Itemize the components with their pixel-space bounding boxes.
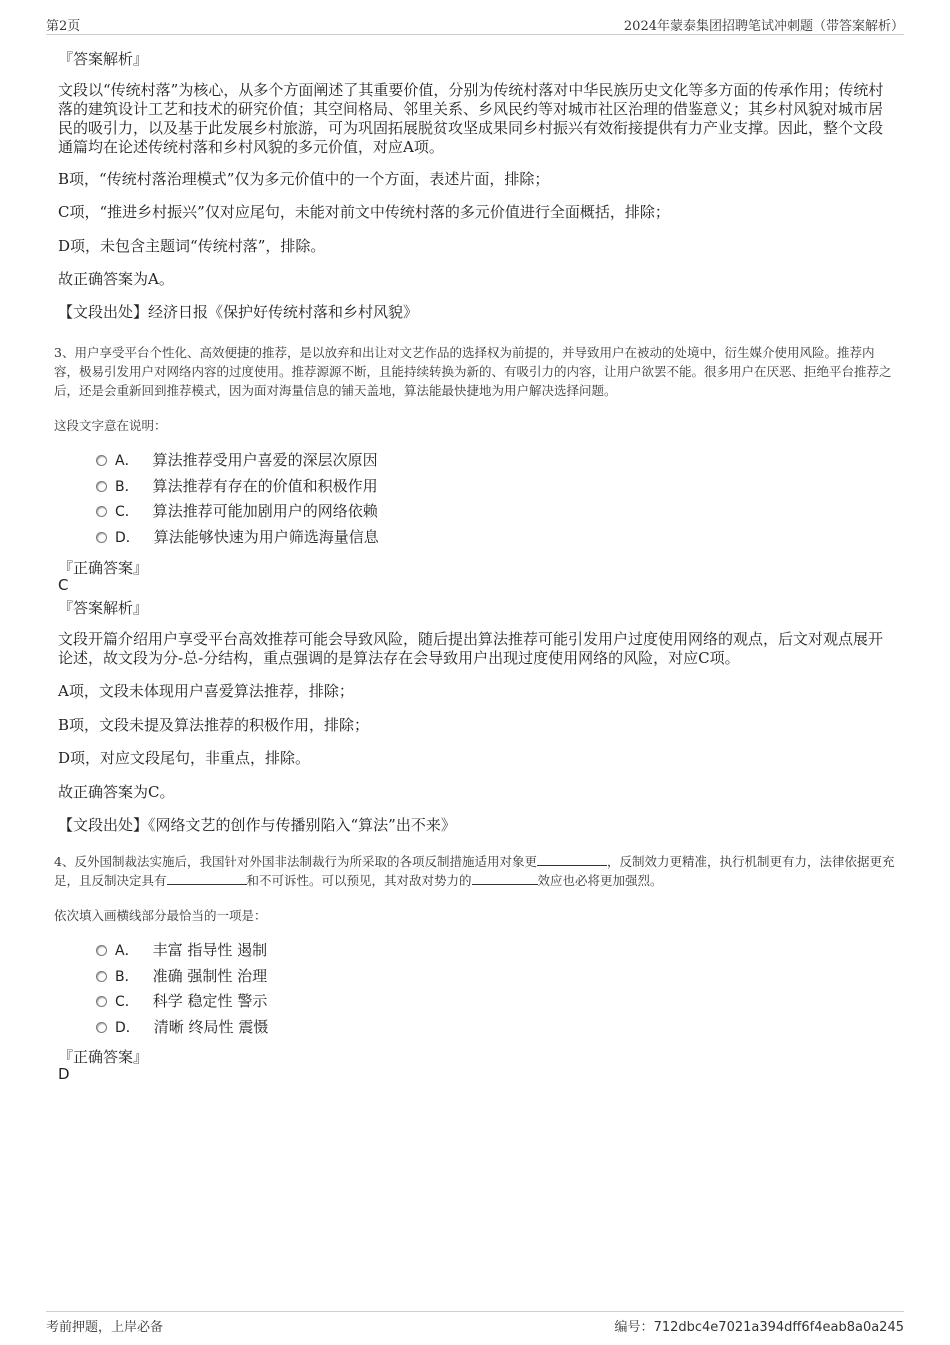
option-d[interactable]: D． 算法能够快速为用户筛选海量信息 [96,526,379,548]
option-c[interactable]: C． 科学 稳定性 警示 [96,990,267,1012]
radio-icon[interactable] [96,1022,107,1033]
answer-label: 『正确答案』 [58,1048,149,1066]
analysis-paragraph: D项，对应文段尾句，非重点，排除。 [58,749,311,767]
radio-icon[interactable] [96,971,107,982]
answer-label: 『正确答案』 [58,559,149,577]
radio-icon[interactable] [96,532,107,543]
option-b[interactable]: B． 准确 强制性 治理 [96,965,267,987]
analysis-label: 『答案解析』 [58,599,149,617]
fill-blank [537,853,607,866]
analysis-paragraph: 文段以“传统村落”为核心，从多个方面阐述了其重要价值，分别为传统村落对中华民族历史文化等多方面的传承作用；传统村落的建筑设计工艺和技术的研究价值；其空间格局、邻里关系、乡风民约等对城市社区治理的借鉴意义；其乡村风貌对城市居民的吸引力，以及基于此发展乡村旅游，可为巩固拓展脱贫攻坚成果同乡村振兴有效衔接提供有力产业支撑。因此，整个文段通篇均在论述传统村落和乡村风貌的多元价值，对应A项。 [58,81,884,156]
document-title: 2024年蒙泰集团招聘笔试冲刺题（带答案解析） [623,19,904,34]
radio-icon[interactable] [96,945,107,956]
analysis-paragraph: B项，“传统村落治理模式”仅为多元价值中的一个方面，表述片面，排除； [58,170,550,188]
radio-icon[interactable] [96,996,107,1007]
analysis-conclusion: 故正确答案为A。 [58,270,174,288]
analysis-paragraph: D项，未包含主题词“传统村落”，排除。 [58,237,326,255]
analysis-label: 『答案解析』 [58,50,149,68]
correct-answer: C [58,576,69,594]
analysis-paragraph: B项，文段未提及算法推荐的积极作用，排除； [58,716,370,734]
fill-blank [472,872,538,885]
radio-icon[interactable] [96,506,107,517]
option-a[interactable]: A． 丰富 指导性 遏制 [96,939,267,961]
radio-icon[interactable] [96,455,107,466]
page-footer [46,1311,904,1335]
footer-slogan: 考前押题，上岸必备 [46,1320,164,1335]
analysis-paragraph: 文段开篇介绍用户享受平台高效推荐可能会导致风险，随后提出算法推荐可能引发用户过度使用网络的观点，后文对观点展开论述，故文段为分-总-分结构，重点强调的是算法存在会导致用户出现过度使用网络的风险，对应C项。 [58,630,884,667]
analysis-paragraph: A项，文段未体现用户喜爱算法推荐，排除； [58,682,354,700]
question-stem: 4、反外国制裁法实施后，我国针对外国非法制裁行为所采取的各项反制措施适用对象更 ，反制效力更精准，执行机制更有力，法律依据更充足，且反制决定具有 和不可诉性。可以预见，其对敌对势力的 效应也必将更加强烈。 [54,854,895,888]
fill-blank [167,872,247,885]
question-prompt: 依次填入画横线部分最恰当的一项是： [54,908,267,923]
correct-answer: D [58,1065,70,1083]
source-citation: 【文段出处】《网络文艺的创作与传播别陷入“算法”出不来》 [58,816,456,834]
page-number: 第2页 [46,19,81,34]
analysis-conclusion: 故正确答案为C。 [58,783,175,801]
question-stem: 3、用户享受平台个性化、高效便捷的推荐，是以放弃和出让对文艺作品的选择权为前提的，并导致用户在被动的处境中，衍生媒介使用风险。推荐内容，极易引发用户对网络内容的过度使用。推荐源源不断，且能持续转换为新的、有吸引力的内容，让用户欲罢不能。很多用户在厌恶、拒绝平台推荐之后，还是会重新回到推荐模式，因为面对海量信息的铺天盖地，算法能最快捷地为用户解决选择问题。 [54,345,892,398]
radio-icon[interactable] [96,481,107,492]
option-d[interactable]: D． 清晰 终局性 震慑 [96,1016,268,1038]
question-prompt: 这段文字意在说明： [54,418,167,433]
option-c[interactable]: C． 算法推荐可能加剧用户的网络依赖 [96,500,378,522]
option-b[interactable]: B． 算法推荐有存在的价值和积极作用 [96,475,378,497]
page-header [46,14,904,35]
option-a[interactable]: A． 算法推荐受用户喜爱的深层次原因 [96,449,378,471]
document-code: 编号：712dbc4e7021a394dff6f4eab8a0a245 [614,1320,904,1335]
source-citation: 【文段出处】经济日报《保护好传统村落和乡村风貌》 [58,303,419,321]
analysis-paragraph: C项，“推进乡村振兴”仅对应尾句，未能对前文中传统村落的多元价值进行全面概括，排除； [58,203,670,221]
